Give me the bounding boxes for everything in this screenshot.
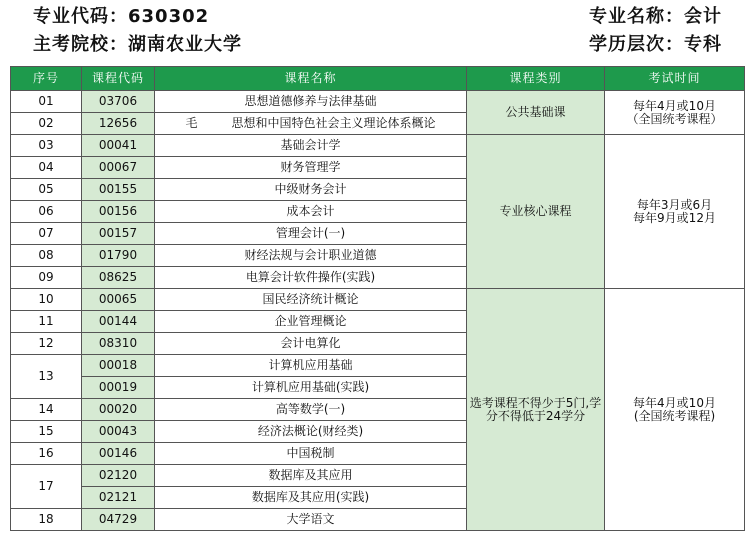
course-code: 02121	[82, 487, 155, 509]
course-code: 00156	[82, 201, 155, 223]
column-header-code: 课程代码	[82, 67, 155, 91]
row-index: 03	[11, 135, 82, 157]
course-code: 04729	[82, 509, 155, 531]
row-index: 07	[11, 223, 82, 245]
course-name: 大学语文	[155, 509, 467, 531]
row-index: 04	[11, 157, 82, 179]
exam-time-line: 每年3月或6月	[636, 197, 713, 212]
row-index: 01	[11, 91, 82, 113]
course-name: 计算机应用基础(实践)	[155, 377, 467, 399]
course-name: 国民经济统计概论	[155, 289, 467, 311]
course-code: 12656	[82, 113, 155, 135]
row-index: 14	[11, 399, 82, 421]
course-code: 00020	[82, 399, 155, 421]
column-header-index: 序号	[11, 67, 82, 91]
row-index: 09	[11, 267, 82, 289]
course-category: 选考课程不得少于5门,学分不得低于24学分	[467, 289, 605, 531]
course-name: 财经法规与会计职业道德	[155, 245, 467, 267]
course-code: 00144	[82, 311, 155, 333]
course-code: 00018	[82, 355, 155, 377]
course-name: 数据库及其应用(实践)	[155, 487, 467, 509]
course-name	[155, 113, 467, 135]
table-row	[11, 135, 745, 157]
exam-time	[605, 135, 745, 289]
exam-time-line: (全国统考课程)	[633, 408, 716, 423]
row-index: 12	[11, 333, 82, 355]
course-category: 专业核心课程	[467, 135, 605, 289]
column-header-exam-time: 考试时间	[605, 67, 745, 91]
course-code: 00043	[82, 421, 155, 443]
exam-time-line: （全国统考课程）	[626, 111, 723, 126]
course-code: 00146	[82, 443, 155, 465]
course-name: 电算会计软件操作(实践)	[155, 267, 467, 289]
row-index: 18	[11, 509, 82, 531]
row-index: 10	[11, 289, 82, 311]
course-name: 计算机应用基础	[155, 355, 467, 377]
row-index: 15	[11, 421, 82, 443]
course-name: 高等数学(一)	[155, 399, 467, 421]
course-name: 数据库及其应用	[155, 465, 467, 487]
course-code: 08625	[82, 267, 155, 289]
row-index: 13	[11, 355, 82, 399]
course-name-prefix: 毛	[185, 116, 198, 130]
course-name: 思想道德修养与法律基础	[155, 91, 467, 113]
row-index: 06	[11, 201, 82, 223]
table-header-row	[11, 67, 745, 91]
table-row	[11, 289, 745, 311]
exam-time-line: 每年4月或10月	[633, 98, 716, 113]
course-name: 管理会计(一)	[155, 223, 467, 245]
row-index: 11	[11, 311, 82, 333]
course-category: 公共基础课	[467, 91, 605, 135]
course-code: 00157	[82, 223, 155, 245]
course-code: 01790	[82, 245, 155, 267]
exam-time-line: 每年9月或12月	[633, 210, 716, 225]
exam-school: 主考院校：湖南农业大学	[33, 34, 242, 55]
course-code: 00065	[82, 289, 155, 311]
row-index: 17	[11, 465, 82, 509]
course-name: 经济法概论(财经类)	[155, 421, 467, 443]
course-code: 08310	[82, 333, 155, 355]
major-name: 专业名称：会计	[589, 6, 722, 27]
course-name: 会计电算化	[155, 333, 467, 355]
course-code: 00155	[82, 179, 155, 201]
row-index: 16	[11, 443, 82, 465]
course-code: 03706	[82, 91, 155, 113]
course-code: 00067	[82, 157, 155, 179]
course-table	[10, 66, 745, 531]
course-name: 财务管理学	[155, 157, 467, 179]
course-code: 02120	[82, 465, 155, 487]
course-name: 中国税制	[155, 443, 467, 465]
course-name: 成本会计	[155, 201, 467, 223]
exam-time	[605, 289, 745, 531]
major-code: 专业代码：630302	[33, 6, 210, 27]
course-name-text: 思想和中国特色社会主义理论体系概论	[231, 116, 436, 130]
course-name: 企业管理概论	[155, 311, 467, 333]
course-name: 基础会计学	[155, 135, 467, 157]
course-code: 00019	[82, 377, 155, 399]
column-header-category: 课程类别	[467, 67, 605, 91]
table-row	[11, 91, 745, 113]
exam-time-line: 每年4月或10月	[633, 395, 716, 410]
exam-time	[605, 91, 745, 135]
row-index: 08	[11, 245, 82, 267]
course-name: 中级财务会计	[155, 179, 467, 201]
row-index: 05	[11, 179, 82, 201]
row-index: 02	[11, 113, 82, 135]
education-level: 学历层次：专科	[589, 34, 722, 55]
course-code: 00041	[82, 135, 155, 157]
column-header-name: 课程名称	[155, 67, 467, 91]
